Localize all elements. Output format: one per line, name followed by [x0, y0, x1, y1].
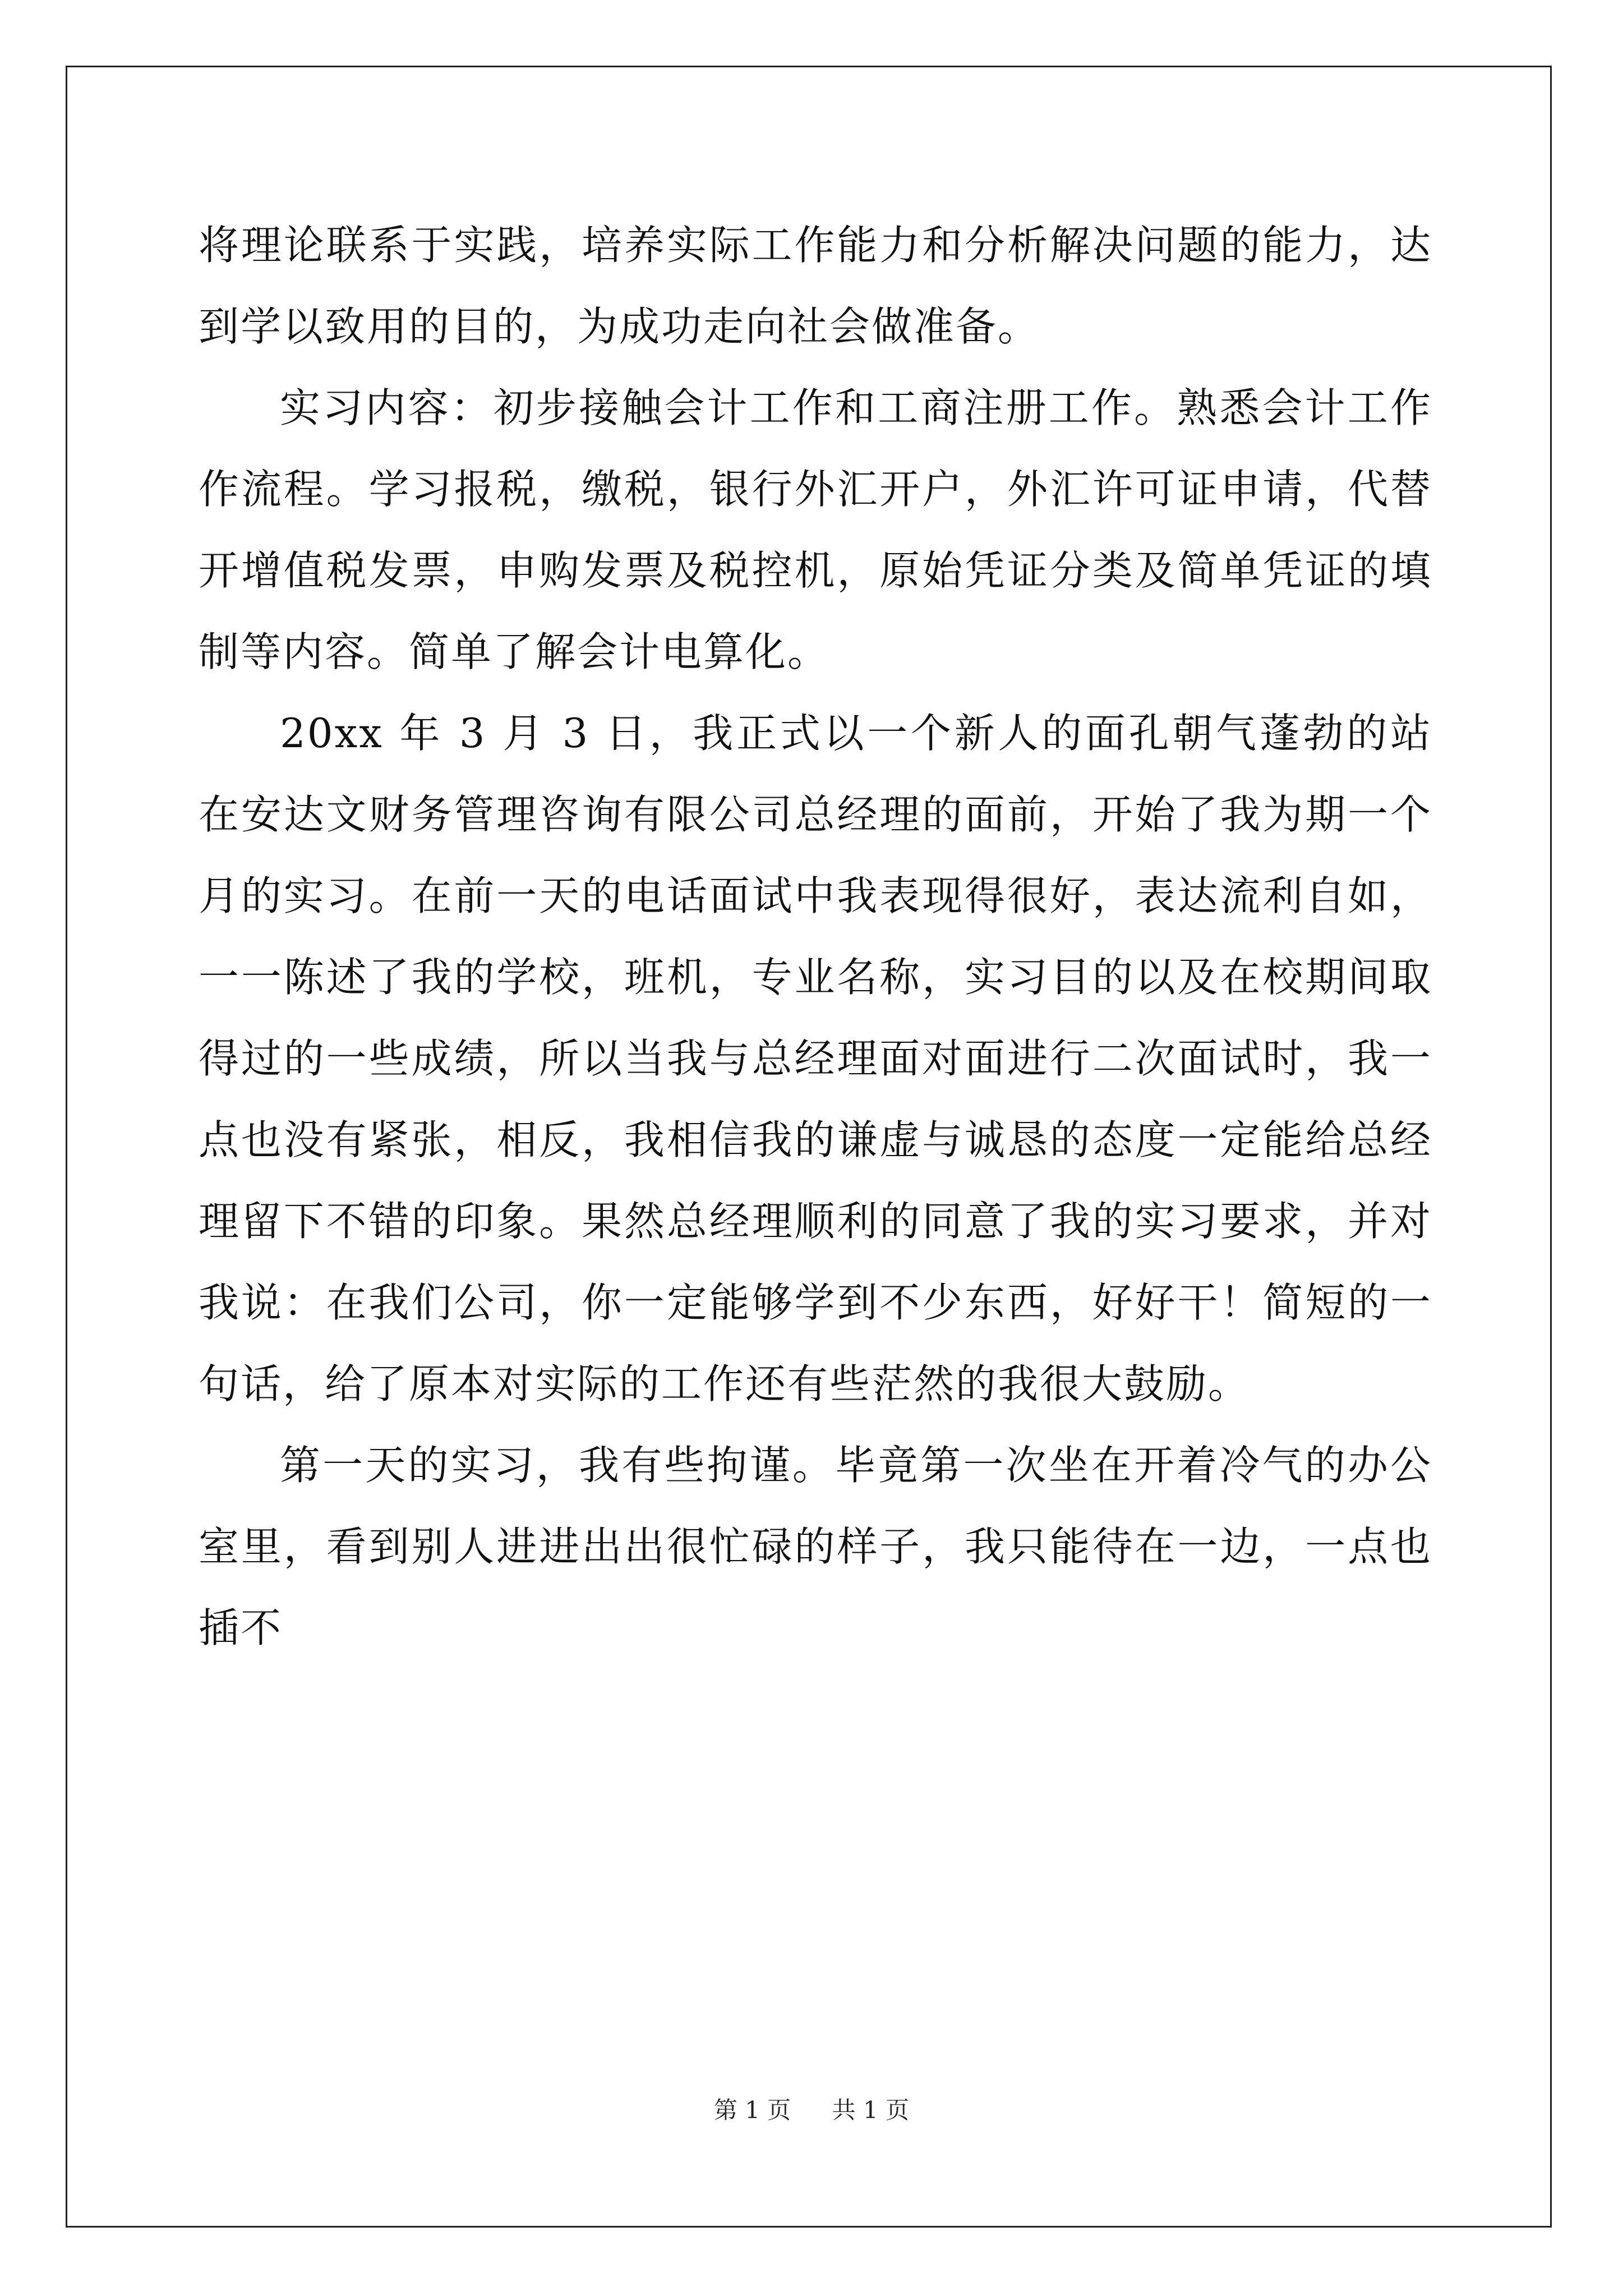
paragraph: 第一天的实习，我有些拘谨。毕竟第一次坐在开着冷气的办公室里，看到别人进进出出很忙碌的样子，我只能待在一边，一点也插不: [199, 1442, 1432, 1651]
page-footer: [0, 2093, 1623, 2127]
paragraph: 将理论联系于实践，培养实际工作能力和分析解决问题的能力，达到学以致用的目的，为成功走向社会做准备。: [199, 222, 1432, 350]
paragraph: 实习内容：初步接触会计工作和工商注册工作。熟悉会计工作作流程。学习报税，缴税，银行外汇开户，外汇许可证申请，代替开增值税发票，申购发票及税控机，原始凭证分类及简单凭证的填制等内容。简单了解会计电算化。: [199, 384, 1432, 675]
page-total: 共 1 页: [832, 2096, 910, 2124]
page-number: 第 1 页: [713, 2096, 791, 2124]
document-body: [199, 205, 1432, 1669]
paragraph: 20xx 年 3 月 3 日，我正式以一个新人的面孔朝气蓬勃的站在安达文财务管理咨询有限公司总经理的面前，开始了我为期一个月的实习。在前一天的电话面试中我表现得很好，表达流利自如，一一陈述了我的学校，班机，专业名称，实习目的以及在校期间取得过的一些成绩，所以当我与总经理面对面进行二次面试时，我一点也没有紧张，相反，我相信我的谦虚与诚恳的态度一定能给总经理留下不错的印象。果然总经理顺利的同意了我的实习要求，并对我说：在我们公司，你一定能够学到不少东西，好好干！简短的一句话，给了原本对实际的工作还有些茫然的我很大鼓励。: [199, 710, 1432, 1407]
